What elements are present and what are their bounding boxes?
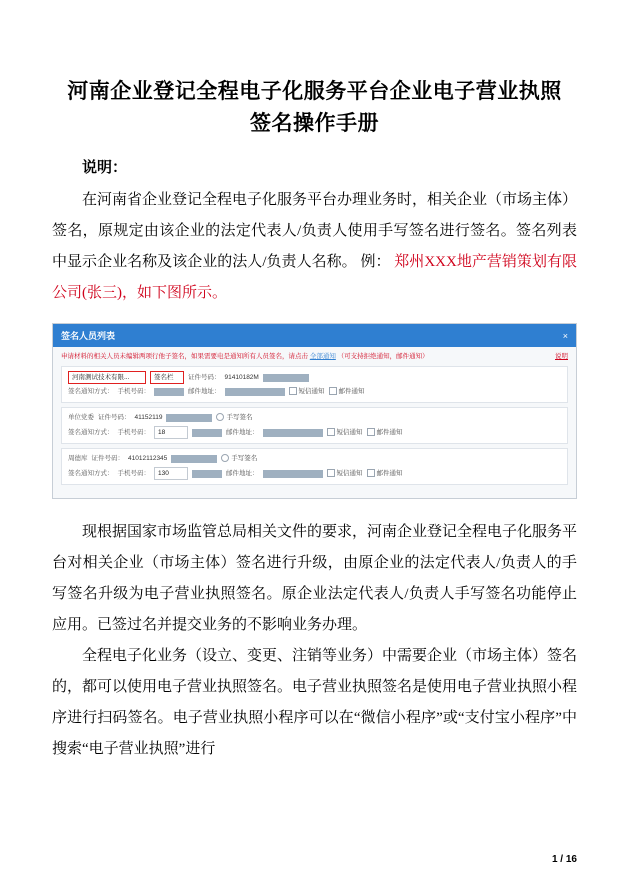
email-label: 邮件地址： xyxy=(188,388,221,395)
notify-all-link[interactable]: 全部通知 xyxy=(309,353,336,360)
paragraph-upgrade: 现根据国家市场监管总局相关文件的要求，河南企业登记全程电子化服务平台对相关企业（市场主体）签名进行升级，由原企业的法定代表人/负责人的手写签名升级为电子营业执照签名。原企业法定代表人/负责人手写签名功能停止应用。已签过名并提交业务的不影响业务办理。 xyxy=(52,524,578,633)
signer-card xyxy=(61,366,568,403)
option-handwrite[interactable] xyxy=(221,453,257,465)
option-sms[interactable] xyxy=(327,427,363,439)
checkbox-icon[interactable] xyxy=(367,428,375,436)
paragraph-intro-text: 在河南省企业登记全程电子化服务平台办理业务时，相关企业（市场主体）签名，原规定由该企业的法定代表人/负责人使用手写签名进行签名。签名列表中显示企业名称及该企业的法人/负责人名称。 例： xyxy=(52,192,578,270)
notice-suffix: （可支持拒绝通知，邮件通知） xyxy=(337,353,429,360)
page-number: 1 / 16 xyxy=(551,854,577,865)
phone-input[interactable]: 18 xyxy=(154,426,188,439)
phone-label: 手机号码： xyxy=(117,428,150,436)
checkbox-icon[interactable] xyxy=(367,469,375,477)
option-sms[interactable] xyxy=(327,468,363,480)
checkbox-icon[interactable] xyxy=(329,387,337,395)
figure-body xyxy=(53,347,576,498)
option-email-label: 邮件通知 xyxy=(376,428,403,436)
option-email[interactable] xyxy=(367,427,403,439)
masked-value xyxy=(166,414,212,422)
page-title: 河南企业登记全程电子化服务平台企业电子营业执照签名操作手册 xyxy=(67,80,562,135)
masked-phone xyxy=(154,388,184,396)
id-label: 证件号码： xyxy=(188,373,221,381)
option-sms[interactable] xyxy=(289,386,325,398)
checkbox-icon[interactable] xyxy=(327,428,335,436)
id-label: 证件号码： xyxy=(91,455,124,462)
notice-prefix: 申请材料的相关人员未编辑两项行他子签名，如果需要电是通知所有人员签名，请点击 xyxy=(61,353,308,360)
paragraph-usage: 全程电子化业务（设立、变更、注销等业务）中需要企业（市场主体）签名的，都可以使用电子营业执照签名。电子营业执照签名是使用电子营业执照小程序进行扫码签名。电子营业执照小程序可以在“微信小程序”或“支付宝小程序”中搜索“电子营业执照”进行 xyxy=(52,648,578,757)
option-handwrite-label: 手写签名 xyxy=(231,455,258,462)
paragraph-intro-highlight: 郑州XXX地产营销策划有限公司(张三)，如下图所示。 xyxy=(52,254,578,301)
figure-header-title: 签名人员列表 xyxy=(61,331,116,341)
signer-row-identity xyxy=(68,453,561,465)
paragraph-intro xyxy=(52,185,577,309)
radio-icon[interactable] xyxy=(221,454,229,462)
signer-name-input[interactable]: 河南测试技术有限... xyxy=(68,371,146,384)
figure-help-link[interactable]: 说明 xyxy=(555,353,568,360)
figure-notice-text xyxy=(61,352,429,362)
email-label: 邮件地址： xyxy=(226,428,259,436)
id-value: 41152119 xyxy=(134,414,163,421)
notify-method-label: 签名通知方式： xyxy=(68,469,114,477)
note-label: 说明： xyxy=(82,159,128,176)
signer-row-notify xyxy=(68,386,561,398)
email-label: 邮件地址： xyxy=(226,469,259,477)
signer-row-identity xyxy=(68,412,561,424)
masked-phone xyxy=(192,470,222,478)
signer-card xyxy=(61,407,568,444)
notify-method-label: 签名通知方式： xyxy=(68,428,114,436)
option-sms-label: 短信通知 xyxy=(298,388,325,395)
option-email-label: 邮件通知 xyxy=(376,469,403,477)
signer-tag-input[interactable]: 签名栏 xyxy=(150,371,184,384)
figure-header xyxy=(53,324,576,347)
masked-email xyxy=(263,470,323,478)
option-sms-label: 短信通知 xyxy=(336,428,363,436)
figure-signer-list-screenshot xyxy=(52,323,577,499)
phone-label: 手机号码： xyxy=(117,388,150,395)
option-email-label: 邮件通知 xyxy=(338,388,365,395)
radio-icon[interactable] xyxy=(216,413,224,421)
option-handwrite[interactable] xyxy=(216,412,252,424)
option-email[interactable] xyxy=(367,468,403,480)
masked-email xyxy=(263,429,323,437)
masked-value xyxy=(263,374,309,382)
phone-input[interactable]: 130 xyxy=(154,467,188,480)
signer-card xyxy=(61,448,568,485)
id-label: 证件号码： xyxy=(98,414,131,421)
masked-email xyxy=(225,388,285,396)
option-email[interactable] xyxy=(329,386,365,398)
masked-value xyxy=(171,455,217,463)
signer-row-notify xyxy=(68,426,561,439)
option-handwrite-label: 手写签名 xyxy=(226,414,253,421)
option-sms-label: 短信通知 xyxy=(336,469,363,477)
signer-name-label: 单位党委 xyxy=(68,414,94,421)
masked-phone xyxy=(192,429,222,437)
checkbox-icon[interactable] xyxy=(289,387,297,395)
notify-method-label: 签名通知方式： xyxy=(68,388,114,395)
close-icon[interactable]: × xyxy=(562,330,568,341)
id-value: 41012112345 xyxy=(128,455,168,462)
signer-name-label: 周德库 xyxy=(68,455,88,462)
signer-row-notify xyxy=(68,467,561,480)
figure-notice xyxy=(61,352,568,362)
phone-label: 手机号码： xyxy=(117,469,150,477)
id-value: 91410182M xyxy=(224,373,259,381)
checkbox-icon[interactable] xyxy=(327,469,335,477)
signer-row-identity xyxy=(68,371,561,384)
